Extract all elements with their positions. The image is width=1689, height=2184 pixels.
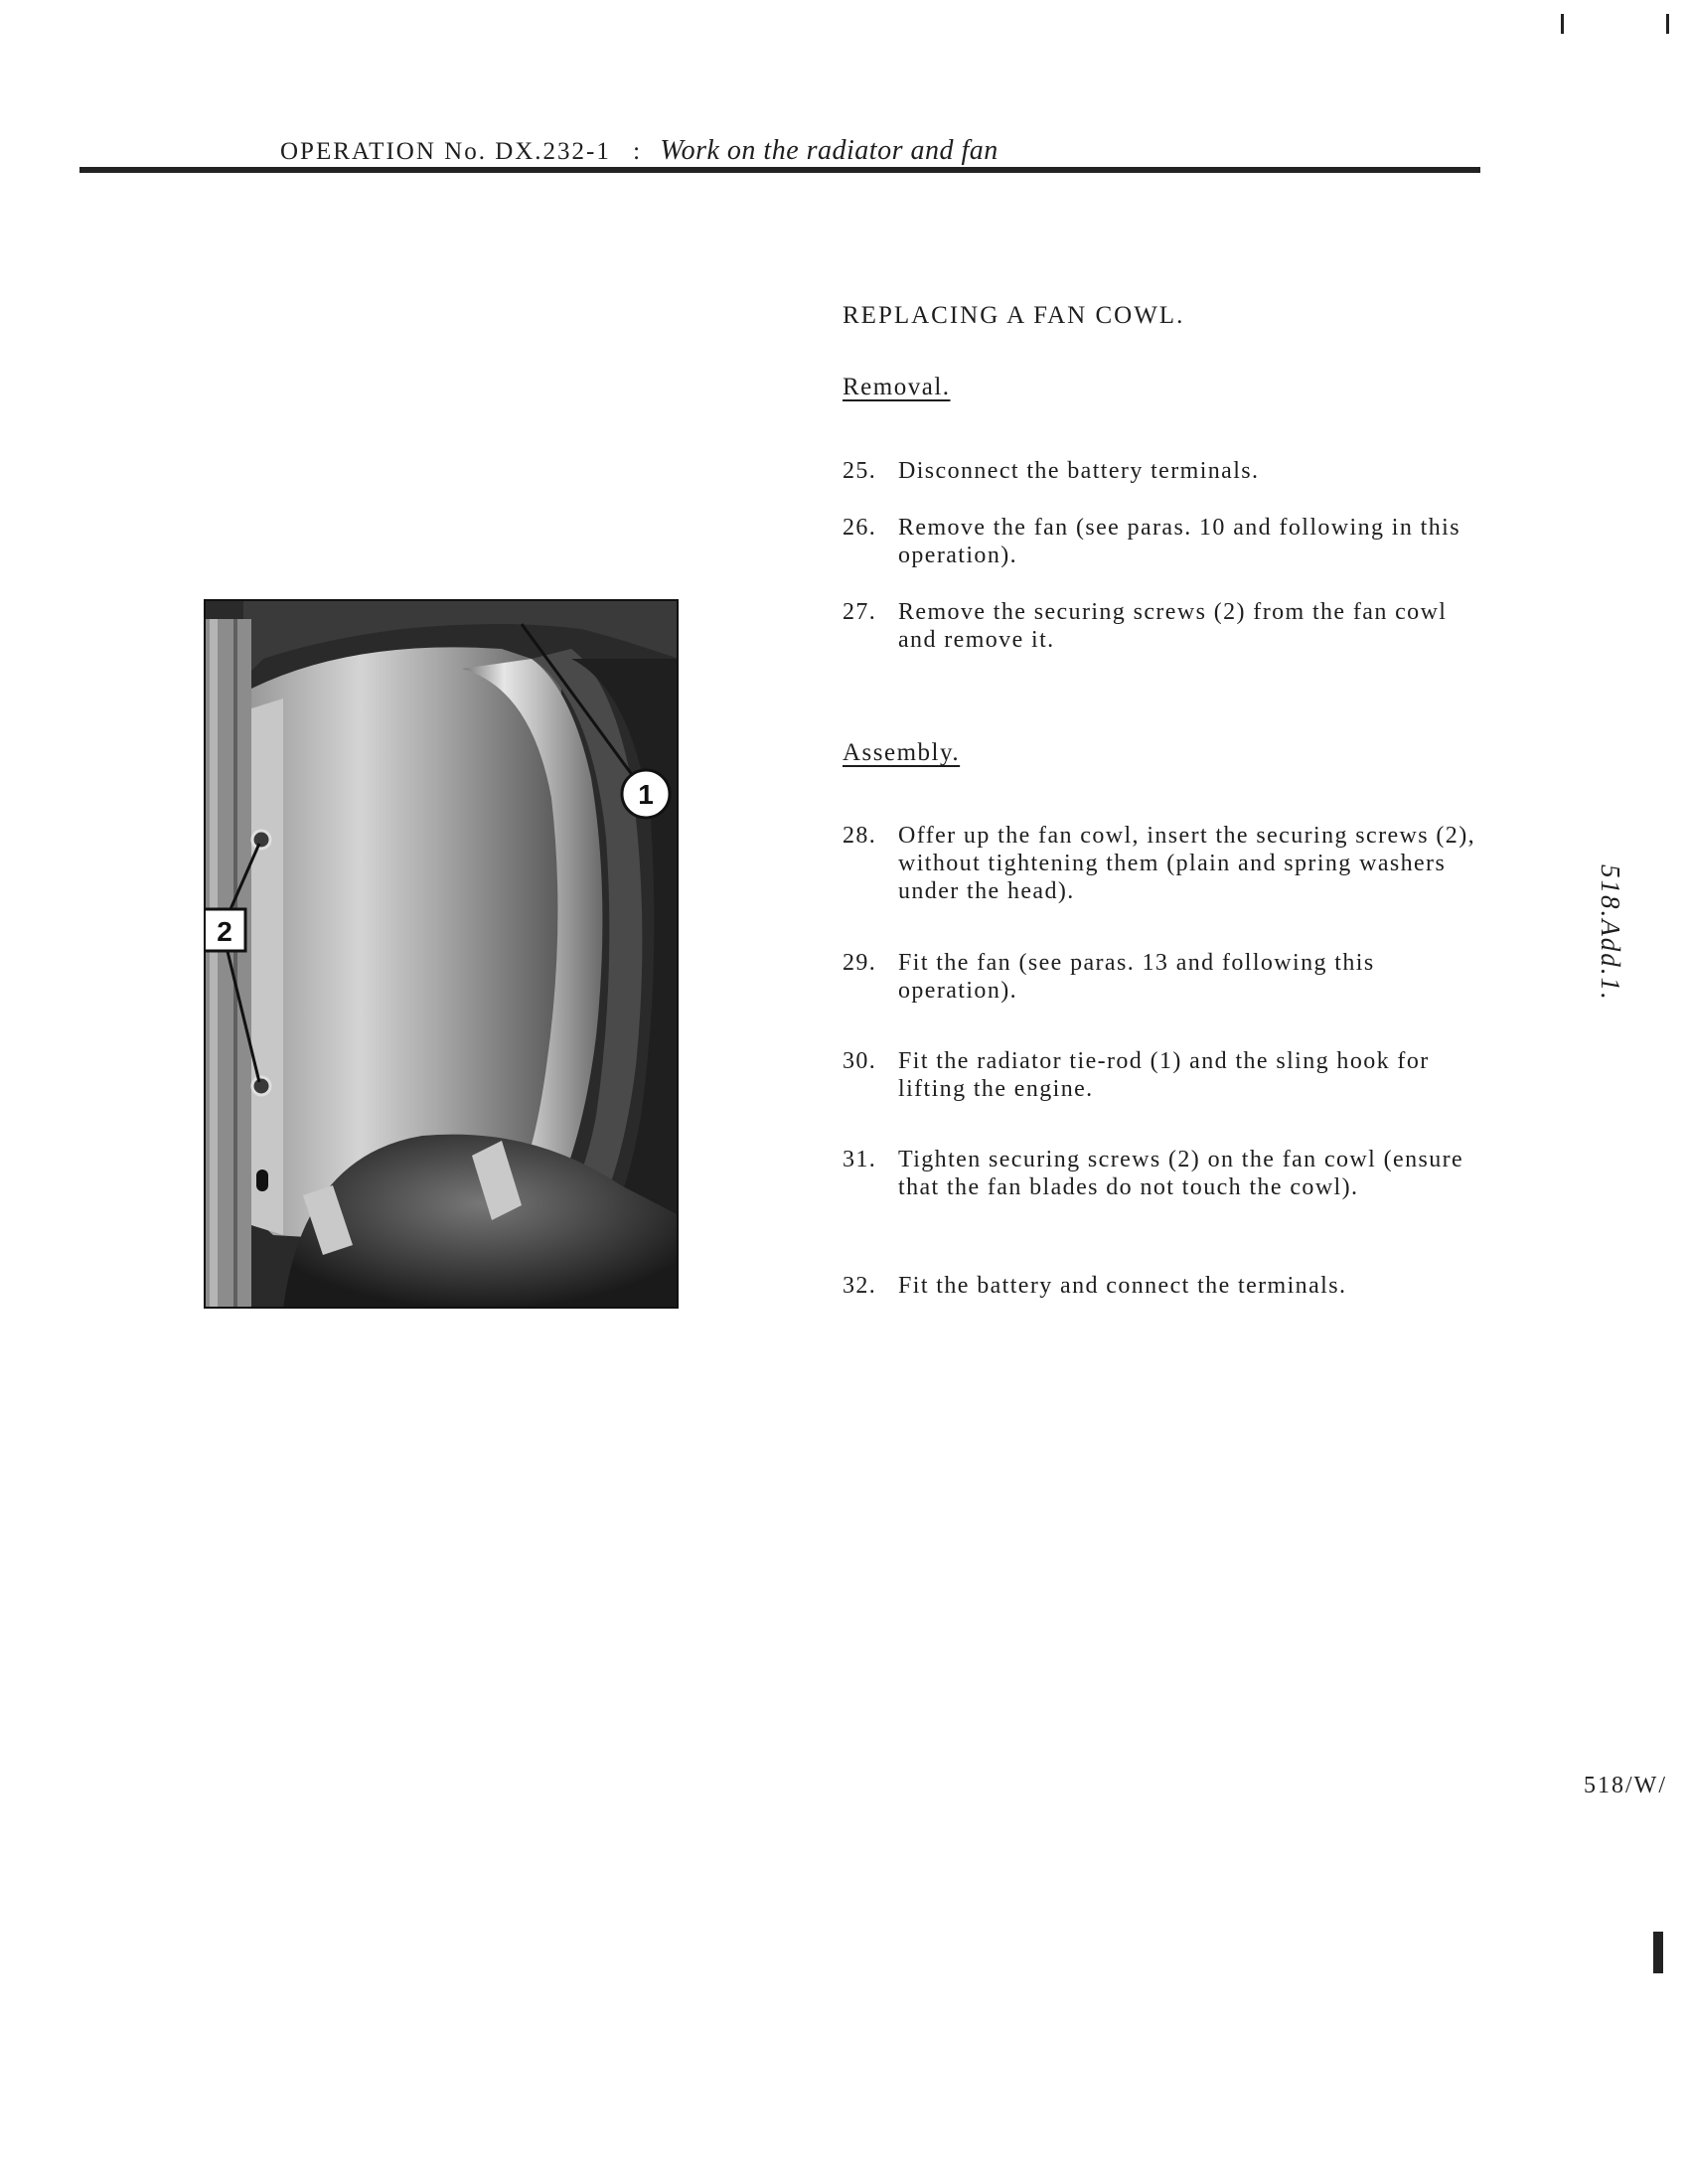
step-text: Fit the radiator tie-rod (1) and the sling hook for lifting the engine. — [898, 1048, 1430, 1102]
step-29 — [843, 949, 1478, 1005]
step-number: 28. — [843, 823, 877, 849]
step-text: Disconnect the battery terminals. — [898, 458, 1260, 484]
operation-number: OPERATION No. DX.232-1 — [280, 138, 611, 165]
header-rule — [79, 167, 1480, 173]
removal-heading: Removal. — [843, 374, 951, 400]
step-31 — [843, 1146, 1478, 1201]
step-28 — [843, 822, 1478, 905]
scan-mark-top-right — [1666, 14, 1669, 34]
step-text: Remove the fan (see paras. 10 and following in this operation). — [898, 515, 1460, 568]
section-title: REPLACING A FAN COWL. — [843, 302, 1185, 329]
step-number: 30. — [843, 1048, 877, 1074]
callout-1-label: 1 — [638, 779, 654, 810]
scan-mark-bottom-right — [1653, 1932, 1663, 1973]
step-32 — [843, 1272, 1478, 1300]
step-text: Tighten securing screws (2) on the fan cowl (ensure that the fan blades do not touch the cowl). — [898, 1147, 1464, 1200]
step-number: 32. — [843, 1273, 877, 1299]
callout-2-label: 2 — [217, 916, 232, 947]
step-26 — [843, 514, 1478, 569]
step-25 — [843, 457, 1478, 485]
step-number: 29. — [843, 950, 877, 976]
step-text: Offer up the fan cowl, insert the securing screws (2), without tightening them (plain and spring washers under the head). — [898, 823, 1475, 904]
step-number: 27. — [843, 599, 877, 625]
step-text: Fit the battery and connect the terminals. — [898, 1273, 1347, 1299]
operation-title: Work on the radiator and fan — [660, 135, 998, 166]
scan-mark-top-left — [1561, 14, 1564, 34]
page-code: 518/W/ — [1584, 1773, 1667, 1798]
step-number: 25. — [843, 458, 877, 484]
step-number: 26. — [843, 515, 877, 541]
step-text: Remove the securing screws (2) from the fan cowl and remove it. — [898, 599, 1448, 653]
step-27 — [843, 598, 1478, 654]
step-text: Fit the fan (see paras. 13 and following this operation). — [898, 950, 1375, 1004]
step-number: 31. — [843, 1147, 877, 1172]
side-reference-label: 518.Add.1. — [1596, 864, 1625, 1002]
header-separator: : — [633, 138, 643, 165]
assembly-heading: Assembly. — [843, 739, 961, 766]
fan-cowl-photo — [204, 599, 679, 1309]
operation-header — [280, 135, 998, 167]
step-30 — [843, 1047, 1478, 1103]
